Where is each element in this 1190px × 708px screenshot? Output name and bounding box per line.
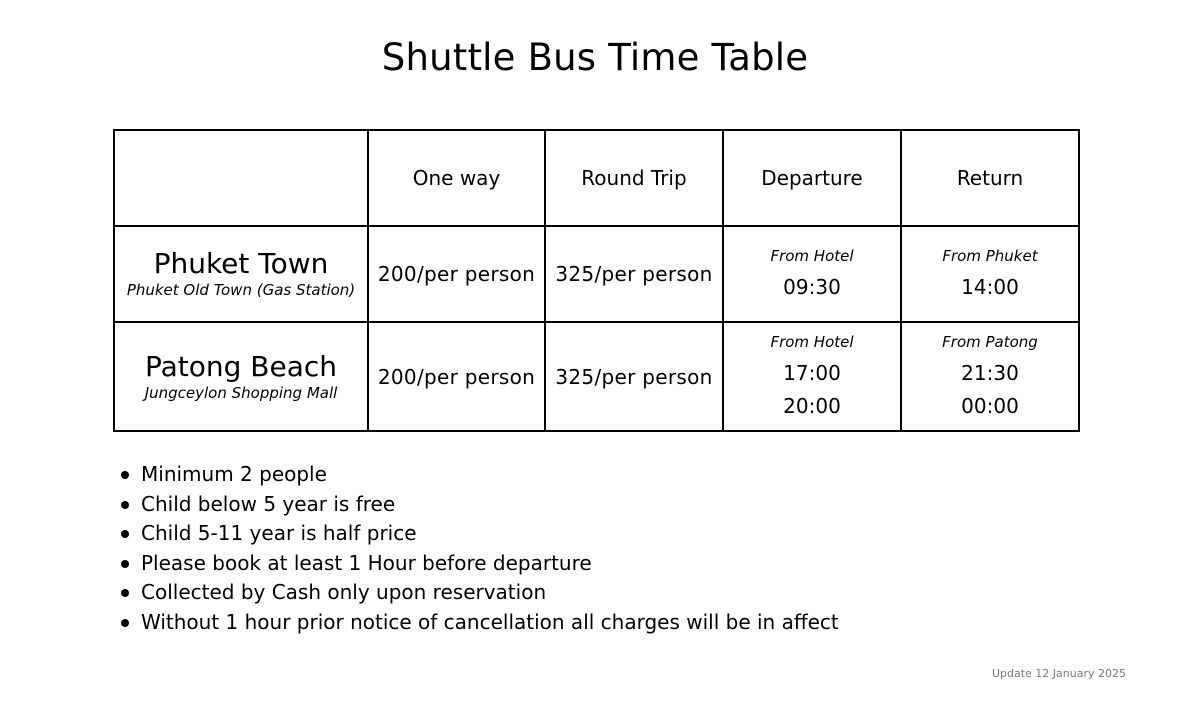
header-location xyxy=(114,130,368,226)
table-header-row xyxy=(114,130,1079,226)
return-cell xyxy=(901,322,1079,431)
one-way-price: 200/per person xyxy=(368,226,545,322)
note-text: Collected by Cash only upon reservation xyxy=(141,580,547,605)
note-text: Without 1 hour prior notice of cancellation all charges will be in affect xyxy=(141,609,839,634)
notes-list xyxy=(118,460,839,638)
list-item xyxy=(118,549,839,579)
header-one-way: One way xyxy=(368,130,545,226)
round-trip-price: 325/per person xyxy=(545,226,723,322)
list-item xyxy=(118,460,839,490)
return-time: 14:00 xyxy=(961,274,1019,299)
departure-cell xyxy=(723,322,901,431)
return-label: From Phuket xyxy=(942,246,1038,265)
bullet-icon xyxy=(121,501,129,509)
header-departure: Departure xyxy=(723,130,901,226)
location-cell xyxy=(114,322,368,431)
departure-time: 17:00 xyxy=(783,360,841,385)
note-text: Please book at least 1 Hour before departure xyxy=(141,550,592,575)
list-item xyxy=(118,519,839,549)
departure-label: From Hotel xyxy=(770,332,854,351)
table-row xyxy=(114,322,1079,431)
departure-cell xyxy=(723,226,901,322)
timetable xyxy=(113,129,1080,432)
departure-label: From Hotel xyxy=(770,246,854,265)
location-subtitle: Phuket Old Town (Gas Station) xyxy=(126,281,356,299)
bullet-icon xyxy=(121,560,129,568)
return-time: 00:00 xyxy=(961,393,1019,418)
departure-time: 20:00 xyxy=(783,393,841,418)
note-text: Minimum 2 people xyxy=(141,462,327,486)
location-cell xyxy=(114,226,368,322)
round-trip-price: 325/per person xyxy=(545,322,723,431)
bullet-icon xyxy=(121,530,129,538)
return-time: 21:30 xyxy=(961,360,1019,385)
one-way-price: 200/per person xyxy=(368,322,545,431)
table-row xyxy=(114,226,1079,322)
location-subtitle: Jungceylon Shopping Mall xyxy=(144,383,338,402)
departure-time: 09:30 xyxy=(783,274,841,299)
bullet-icon xyxy=(121,589,129,597)
page-title: Shuttle Bus Time Table xyxy=(381,36,809,79)
list-item xyxy=(118,578,839,608)
note-text: Child below 5 year is free xyxy=(141,491,396,516)
return-cell xyxy=(901,226,1079,322)
return-label: From Patong xyxy=(942,332,1038,351)
bullet-icon xyxy=(121,471,129,479)
location-name: Phuket Town xyxy=(153,247,329,280)
header-return: Return xyxy=(901,130,1079,226)
note-text: Child 5-11 year is half price xyxy=(141,521,417,546)
bullet-icon xyxy=(121,619,129,627)
location-name: Patong Beach xyxy=(144,349,338,383)
list-item xyxy=(118,608,839,638)
update-date: Update 12 January 2025 xyxy=(991,667,1126,680)
list-item xyxy=(118,490,839,520)
header-round-trip: Round Trip xyxy=(545,130,723,226)
